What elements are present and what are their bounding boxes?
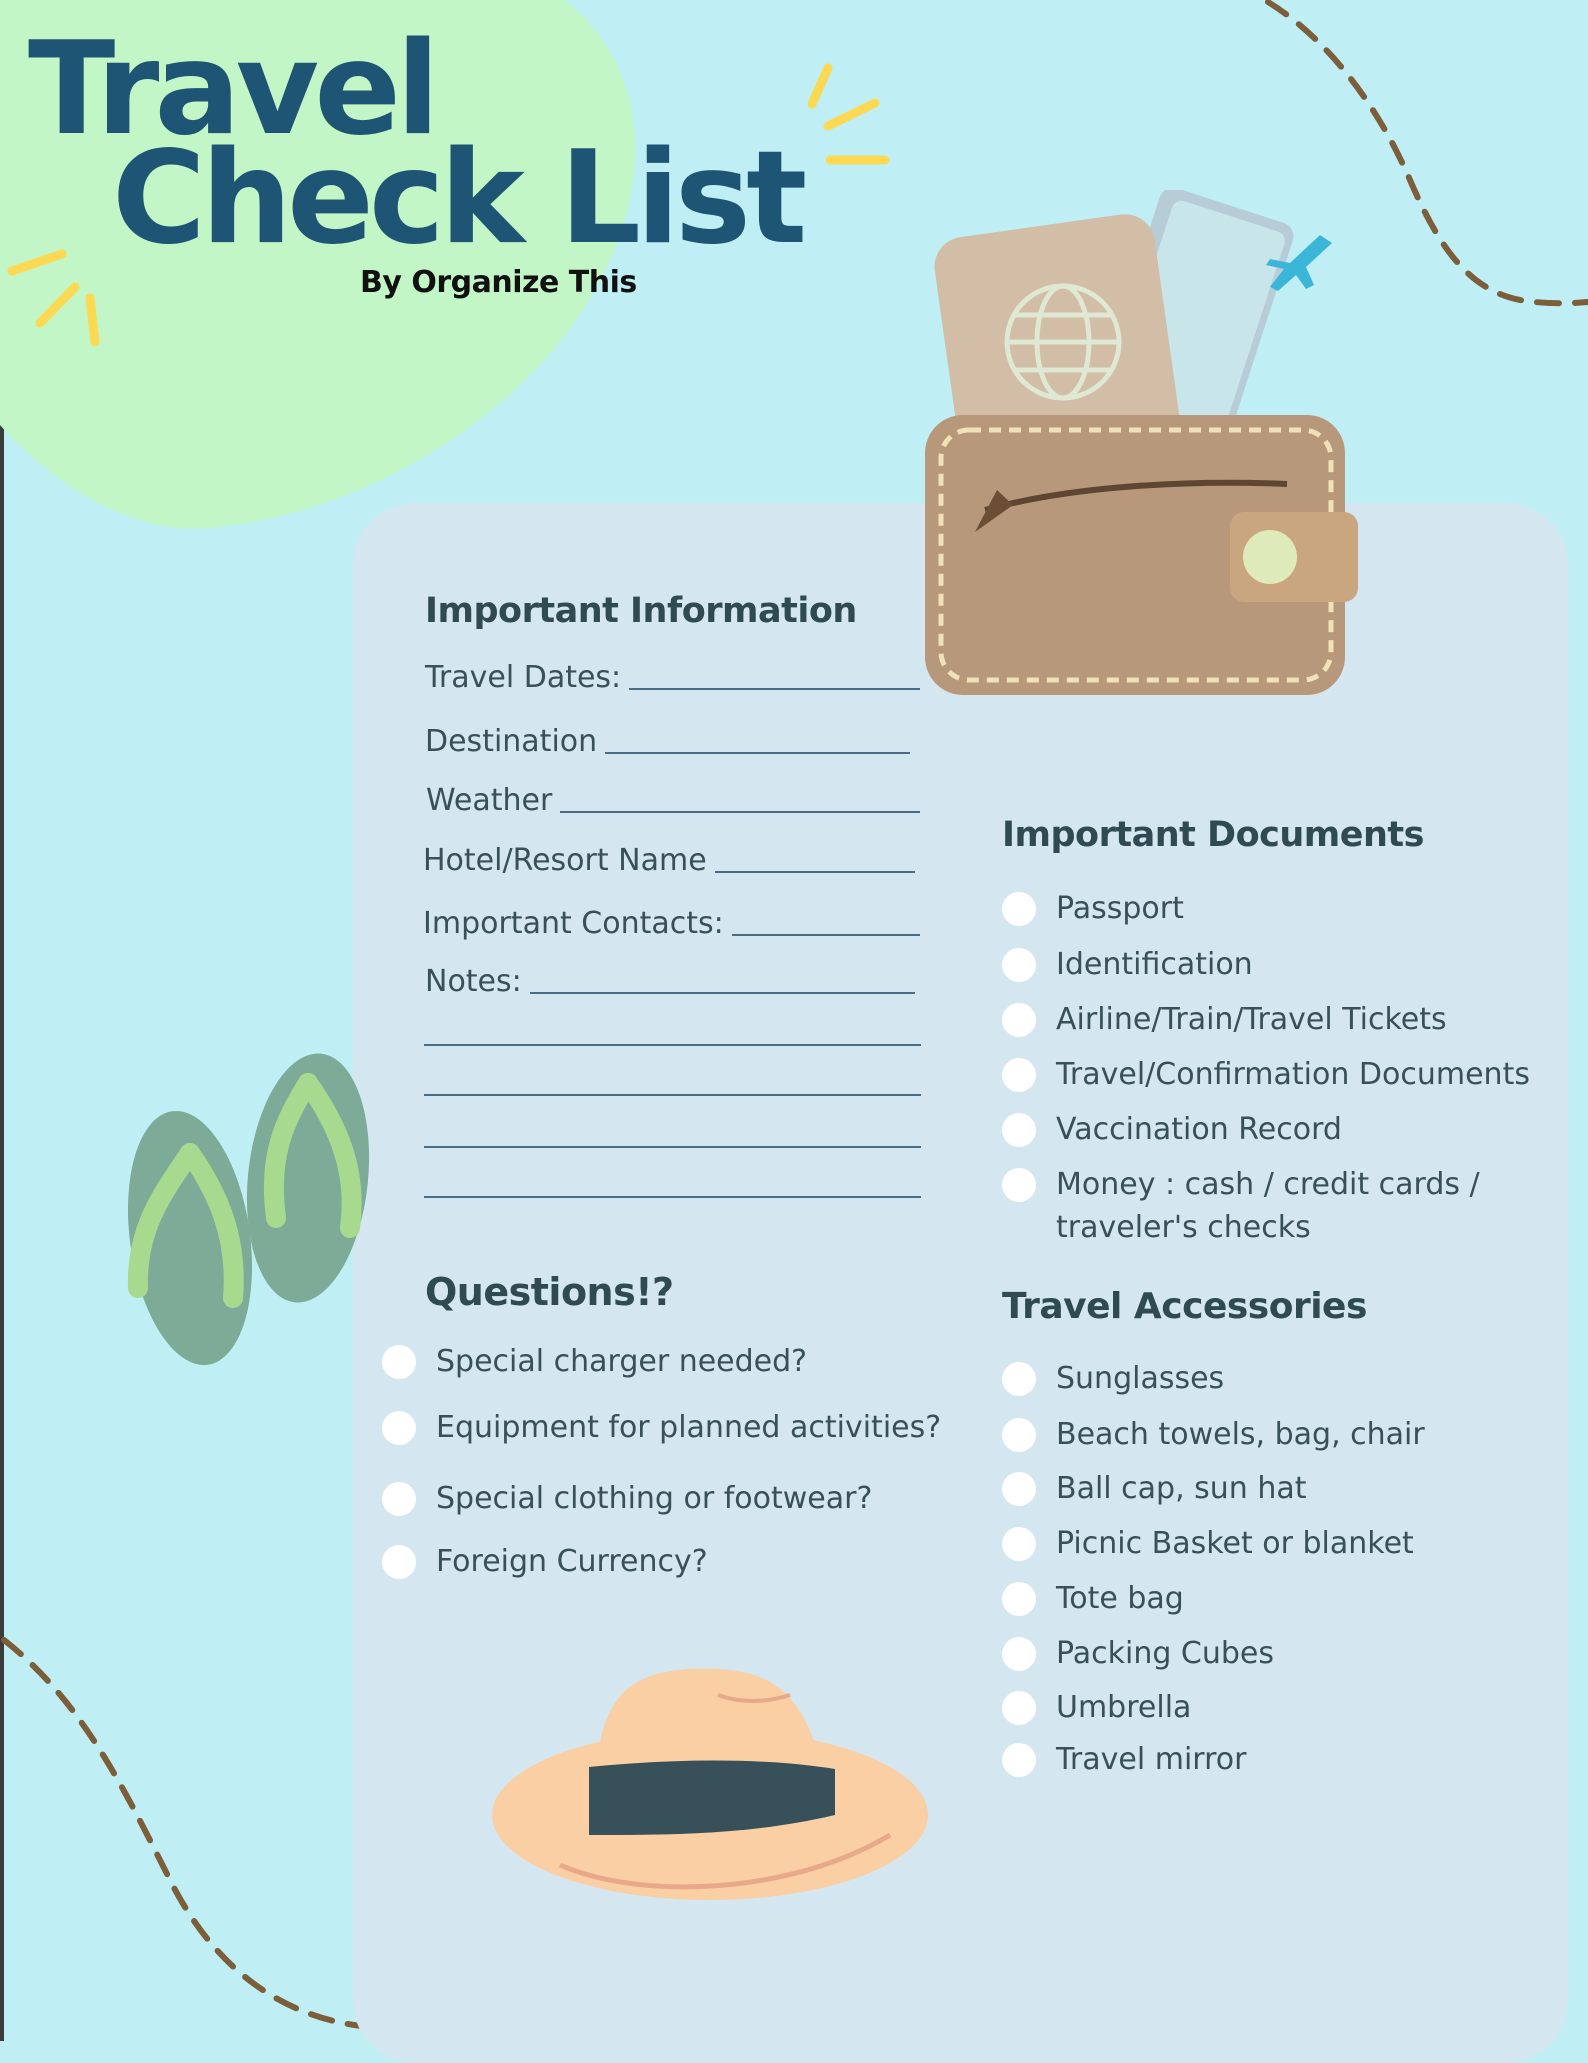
checkbox[interactable] [1002,1418,1036,1452]
accessory-text: Sunglasses [1056,1361,1225,1396]
checkbox[interactable] [1002,948,1036,982]
question-item[interactable] [382,1477,962,1520]
accessory-item[interactable] [1002,1577,1562,1620]
document-text: Money : cash / credit cards / traveler's checks [1056,1167,1480,1245]
accessory-text: Picnic Basket or blanket [1056,1526,1414,1561]
sun-hat-icon [490,1665,930,1915]
field-label: Travel Dates: [425,660,622,695]
wallet-passport-icon [925,190,1365,700]
accessory-text: Umbrella [1056,1690,1192,1725]
checkbox[interactable] [382,1345,416,1379]
accessory-item[interactable] [1002,1632,1562,1675]
checkbox[interactable] [1002,1058,1036,1092]
document-item[interactable] [1002,1163,1522,1249]
accessory-item[interactable] [1002,1357,1562,1400]
travel-accessories-title: Travel Accessories [1002,1286,1367,1327]
questions-title: Questions!? [425,1270,674,1314]
notes-field[interactable] [425,964,915,999]
question-item[interactable] [382,1340,962,1383]
field-label: Notes: [425,964,522,999]
field-label: Destination [425,724,598,759]
field-label: Important Contacts: [423,906,724,941]
checkbox[interactable] [1002,1582,1036,1616]
important-contacts-input-line[interactable] [732,933,920,936]
travel-dates-input-line[interactable] [629,687,920,690]
accessory-item[interactable] [1002,1522,1562,1565]
checkbox[interactable] [1002,1637,1036,1671]
checkbox[interactable] [382,1545,416,1579]
notes-input-line[interactable] [530,991,915,994]
document-text: Passport [1056,891,1184,926]
important-contacts-field[interactable] [423,906,920,941]
weather-input-line[interactable] [560,810,920,813]
field-label: Weather [426,783,553,818]
weather-field[interactable] [426,783,920,818]
question-item[interactable] [382,1406,962,1449]
sparkle-icon-top [812,68,885,160]
accessory-item[interactable] [1002,1467,1562,1510]
checkbox[interactable] [382,1411,416,1445]
checkbox[interactable] [1002,1168,1036,1202]
important-information-title: Important Information [425,591,857,631]
byline: By Organize This [360,265,637,300]
accessory-text: Travel mirror [1056,1742,1247,1777]
document-item[interactable] [1002,943,1562,986]
checkbox[interactable] [1002,892,1036,926]
document-item[interactable] [1002,1108,1562,1151]
accessory-item[interactable] [1002,1686,1562,1729]
notes-line-3[interactable] [424,1094,921,1096]
sparkle-icon-left [12,254,95,342]
travel-dates-field[interactable] [425,660,920,695]
document-item[interactable] [1002,1053,1562,1096]
document-text: Travel/Confirmation Documents [1056,1057,1530,1092]
checkbox[interactable] [1002,1691,1036,1725]
document-text: Airline/Train/Travel Tickets [1056,1002,1447,1037]
notes-line-2[interactable] [424,1044,921,1046]
hotel-resort-field[interactable] [423,843,915,878]
checkbox[interactable] [1002,1527,1036,1561]
accessory-item[interactable] [1002,1738,1562,1781]
title-line-1: Travel [28,15,435,164]
accessory-text: Ball cap, sun hat [1056,1471,1307,1506]
important-documents-title: Important Documents [1002,815,1424,855]
field-label: Hotel/Resort Name [423,843,707,878]
question-text: Foreign Currency? [436,1544,708,1579]
document-item[interactable] [1002,887,1562,930]
accessory-text: Packing Cubes [1056,1636,1275,1671]
checkbox[interactable] [1002,1113,1036,1147]
flip-flops-icon [118,1028,388,1423]
title-line-2: Check List [112,124,803,273]
document-text: Identification [1056,947,1253,982]
accessory-text: Beach towels, bag, chair [1056,1417,1425,1452]
checkbox[interactable] [1002,1003,1036,1037]
hotel-resort-input-line[interactable] [715,870,915,873]
notes-line-5[interactable] [424,1196,921,1198]
document-text: Vaccination Record [1056,1112,1342,1147]
accessory-text: Tote bag [1056,1581,1184,1616]
notes-line-4[interactable] [424,1146,921,1148]
checkbox[interactable] [1002,1472,1036,1506]
document-item[interactable] [1002,998,1562,1041]
question-text: Special clothing or footwear? [436,1481,873,1516]
question-item[interactable] [382,1540,962,1583]
checkbox[interactable] [1002,1362,1036,1396]
question-text: Special charger needed? [436,1344,808,1379]
checkbox[interactable] [1002,1743,1036,1777]
destination-input-line[interactable] [605,751,910,754]
accessory-item[interactable] [1002,1413,1562,1456]
question-text: Equipment for planned activities? [436,1410,942,1445]
checkbox[interactable] [382,1482,416,1516]
destination-field[interactable] [425,724,910,759]
